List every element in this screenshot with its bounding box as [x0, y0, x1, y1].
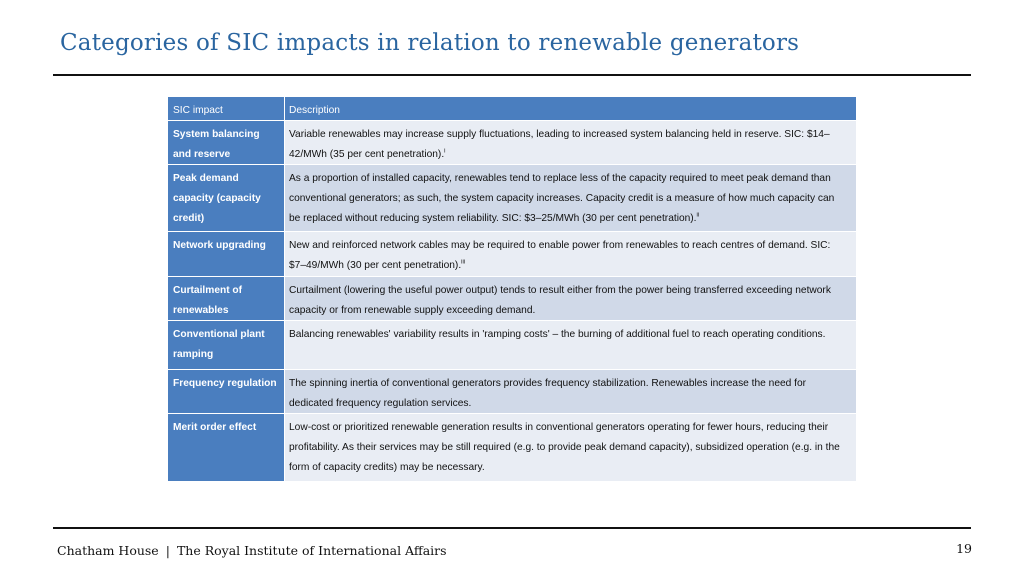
- impact-cell: System balancing and reserve: [168, 121, 285, 165]
- table-row: [168, 232, 856, 277]
- footnote-marker: i: [444, 148, 446, 155]
- impact-cell: Frequency regulation: [168, 370, 285, 414]
- footer-subtitle: The Royal Institute of International Affairs: [176, 543, 447, 558]
- description-cell: Low-cost or prioritized renewable generation results in conventional generators operating for fewer hours, reducing their profitability. As their services may be still required (e.g. to provide peak demand capacity), subsidized operation (e.g. in the form of capacity credits) may be necessary.: [285, 414, 856, 482]
- table-row: [168, 277, 856, 321]
- column-header-impact: SIC impact: [168, 97, 285, 121]
- impact-cell: Conventional plant ramping: [168, 321, 285, 370]
- description-cell: New and reinforced network cables may be required to enable power from renewables to reach centres of demand. SIC: $7–49/MWh (30 per cent penetration).$^{iii}$: [285, 232, 856, 277]
- table-row: [168, 321, 856, 370]
- footer-divider: [53, 527, 971, 529]
- table-header-row: [168, 97, 856, 121]
- table-row: [168, 121, 856, 165]
- table-row: [168, 414, 856, 482]
- footnote-marker: ii: [696, 212, 700, 219]
- column-header-description: Description: [285, 97, 856, 121]
- impact-cell: Merit order effect: [168, 414, 285, 482]
- impact-cell: Curtailment of renewables: [168, 277, 285, 321]
- table-row: [168, 370, 856, 414]
- footer-attribution: [57, 543, 447, 558]
- description-cell: The spinning inertia of conventional generators provides frequency stabilization. Renewables increase the need for dedicated frequency regulation services.: [285, 370, 856, 414]
- description-cell: Variable renewables may increase supply fluctuations, leading to increased system balancing held in reserve. SIC: $14–42/MWh (35 per cent penetration).$^i$: [285, 121, 856, 165]
- description-cell: Balancing renewables' variability results in 'ramping costs' – the burning of additional fuel to reach operating conditions.: [285, 321, 856, 370]
- footer-organization: Chatham House: [57, 543, 159, 558]
- title-divider: [53, 74, 971, 76]
- table-row: [168, 165, 856, 232]
- description-cell: As a proportion of installed capacity, renewables tend to replace less of the capacity required to meet peak demand than conventional generators; as such, the system capacity increases. Capacity credit is a measure of how much capacity can be replaced without reducing system reliability. SIC: $3–25/MWh (30 per cent penetration).$^{ii}$: [285, 165, 856, 232]
- page-number: 19: [956, 541, 972, 556]
- sic-impacts-table: [168, 97, 856, 482]
- impact-cell: Network upgrading: [168, 232, 285, 277]
- footnote-marker: iii: [461, 259, 466, 266]
- slide-title: Categories of SIC impacts in relation to renewable generators: [60, 30, 800, 56]
- footer-separator: |: [165, 543, 170, 558]
- impact-cell: Peak demand capacity (capacity credit): [168, 165, 285, 232]
- description-cell: Curtailment (lowering the useful power output) tends to result either from the power being transferred exceeding network capacity or from renewable supply exceeding demand.: [285, 277, 856, 321]
